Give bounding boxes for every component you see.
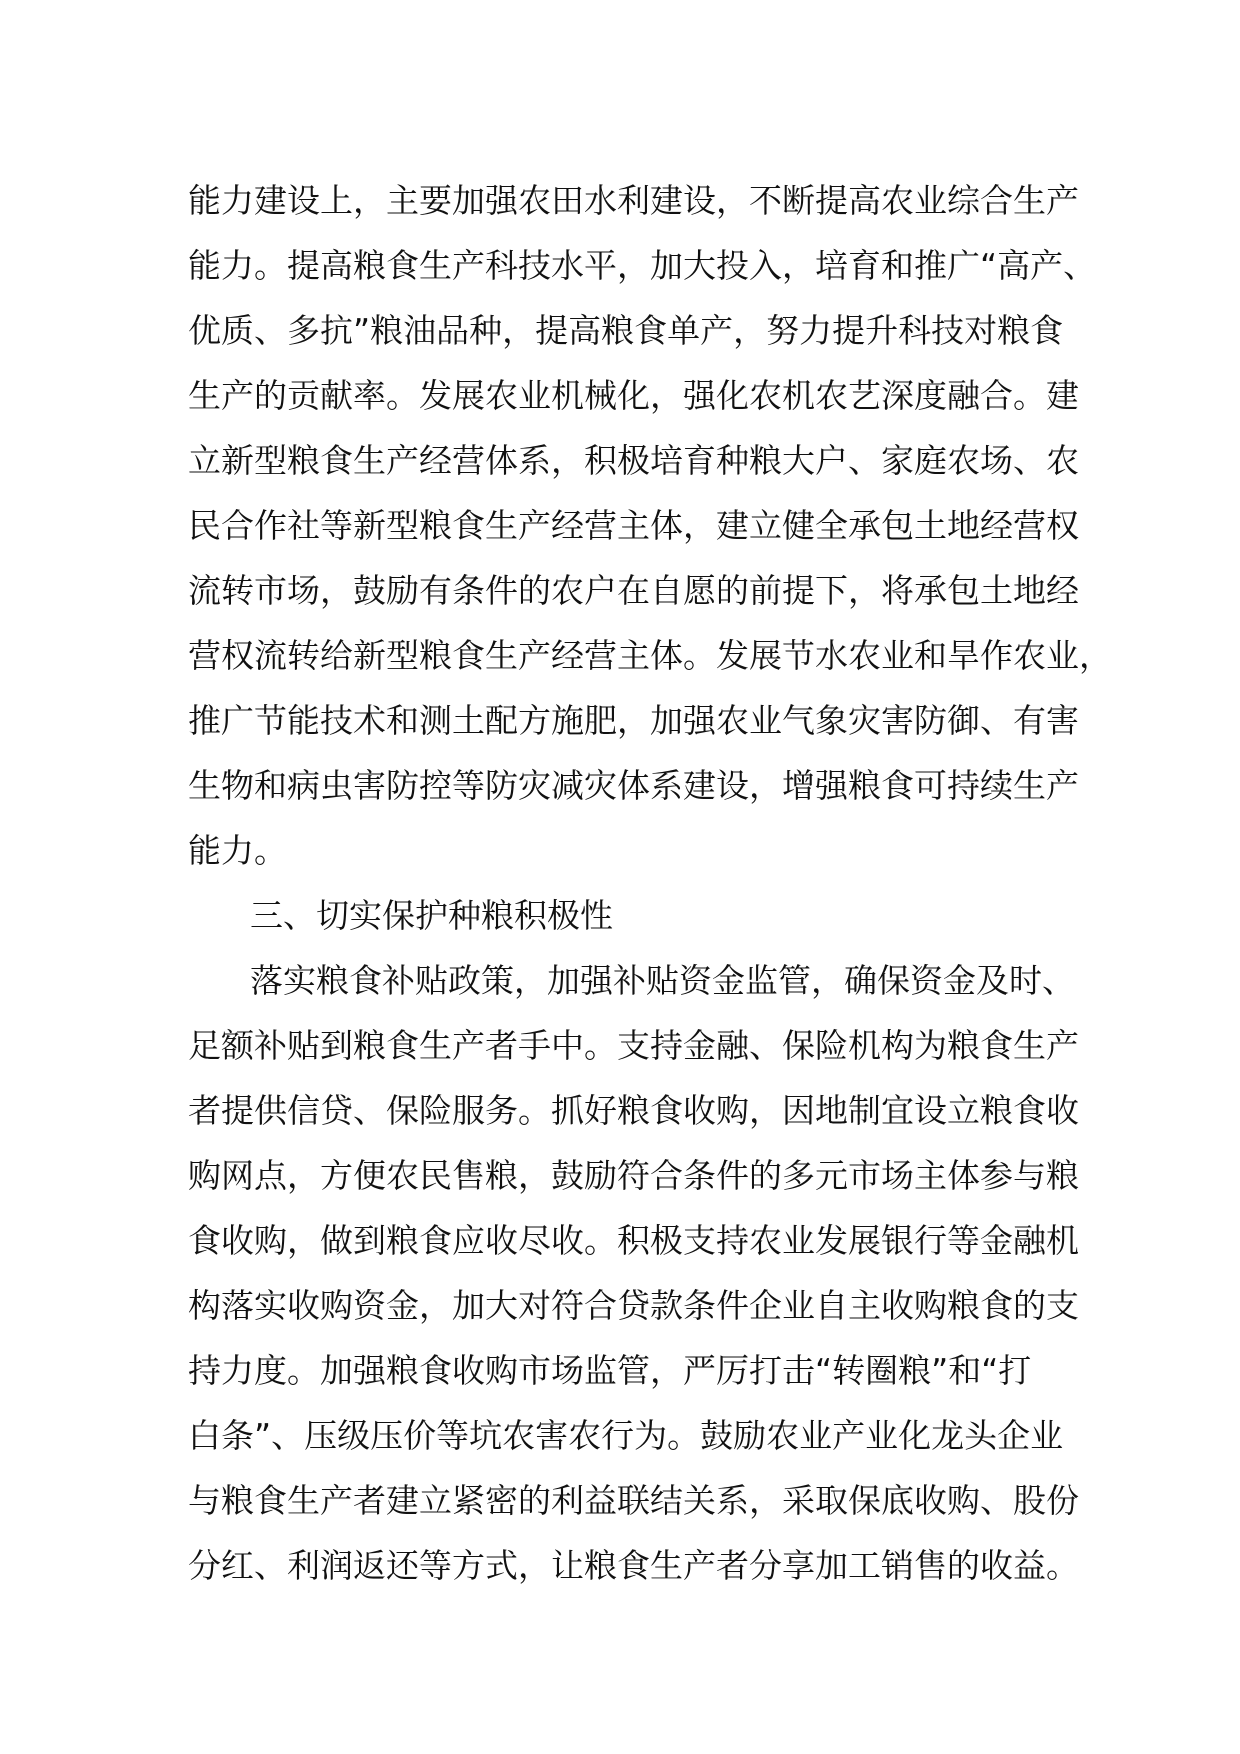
- text-line: 分红、利润返还等方式，让粮食生产者分享加工销售的收益。: [188, 1546, 1079, 1585]
- text-line: 营权流转给新型粮食生产经营主体。发展节水农业和旱作农业，: [188, 636, 1112, 675]
- text-line: 构落实收购资金，加大对符合贷款条件企业自主收购粮食的支: [188, 1286, 1079, 1325]
- text-line: 推广节能技术和测土配方施肥，加强农业气象灾害防御、有害: [188, 701, 1079, 740]
- text-line: 民合作社等新型粮食生产经营主体，建立健全承包土地经营权: [188, 506, 1079, 545]
- text-line: 足额补贴到粮食生产者手中。支持金融、保险机构为粮食生产: [188, 1026, 1079, 1065]
- text-line: 优质、多抗”粮油品种，提高粮食单产，努力提升科技对粮食: [188, 311, 1064, 350]
- text-line: 白条”、压级压价等坑农害农行为。鼓励农业产业化龙头企业: [188, 1416, 1064, 1455]
- text-line: 购网点，方便农民售粮，鼓励符合条件的多元市场主体参与粮: [188, 1156, 1079, 1195]
- text-line: 者提供信贷、保险服务。抓好粮食收购，因地制宜设立粮食收: [188, 1091, 1079, 1130]
- text-line: 能力。提高粮食生产科技水平，加大投入，培育和推广“高产、: [188, 246, 1097, 285]
- text-line: 生物和病虫害防控等防灾减灾体系建设，增强粮食可持续生产: [188, 766, 1079, 805]
- text-line: 食收购，做到粮食应收尽收。积极支持农业发展银行等金融机: [188, 1221, 1079, 1260]
- text-line: 与粮食生产者建立紧密的利益联结关系，采取保底收购、股份: [188, 1481, 1079, 1520]
- text-line: 流转市场，鼓励有条件的农户在自愿的前提下，将承包土地经: [188, 571, 1079, 610]
- text-line: 落实粮食补贴政策，加强补贴资金监管，确保资金及时、: [250, 961, 1075, 1000]
- text-line: 持力度。加强粮食收购市场监管，严厉打击“转圈粮”和“打: [188, 1351, 1032, 1390]
- text-line: 生产的贡献率。发展农业机械化，强化农机农艺深度融合。建: [188, 376, 1079, 415]
- body-text: [188, 168, 1112, 1598]
- text-line: 能力建设上，主要加强农田水利建设，不断提高农业综合生产: [188, 181, 1079, 220]
- text-line: 能力。: [188, 831, 287, 870]
- section-heading: 三、切实保护种粮积极性: [250, 896, 613, 935]
- text-line: 立新型粮食生产经营体系，积极培育种粮大户、家庭农场、农: [188, 441, 1079, 480]
